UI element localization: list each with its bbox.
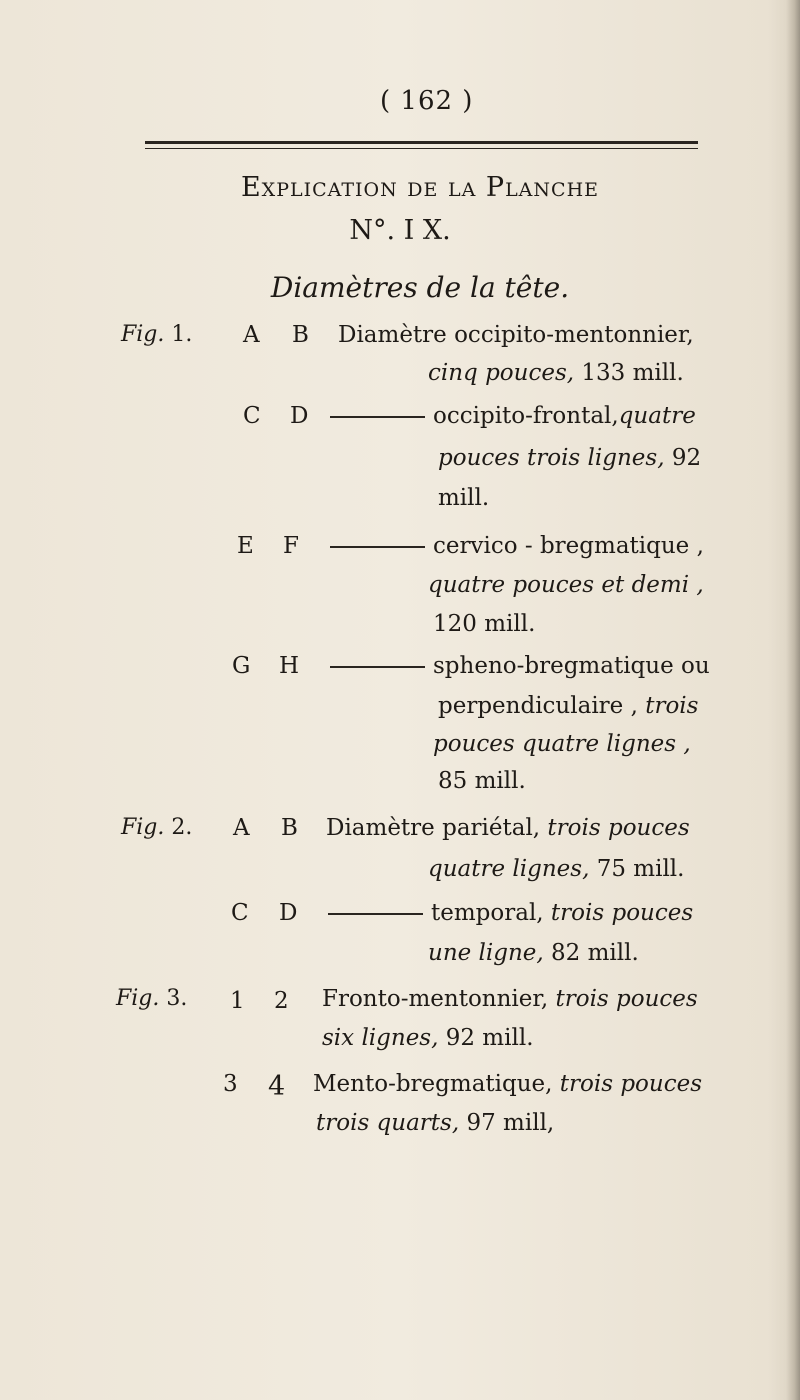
letter-b: B	[292, 322, 309, 348]
entry-measure: six lignes, 92 mill.	[322, 1025, 534, 1051]
figure-label: Fig. 2.	[121, 815, 193, 840]
plate-title: Explication de la Planche	[240, 172, 600, 203]
dash-rule	[330, 546, 425, 548]
number-3: 3	[223, 1071, 238, 1097]
number-2: 2	[274, 988, 289, 1014]
letter-a: A	[243, 322, 260, 348]
entry-description: occipito-frontal,quatre	[330, 403, 696, 429]
entry-measure: mill.	[438, 485, 490, 511]
entry-measure: quatre lignes, 75 mill.	[428, 856, 685, 882]
section-subtitle: Diamètres de la tête.	[270, 271, 570, 304]
entry-measure: quatre pouces et demi ,	[428, 572, 704, 598]
entry-measure: perpendiculaire , trois	[438, 693, 699, 719]
letter-c: C	[231, 900, 249, 926]
plate-number: N°. I X.	[349, 215, 451, 246]
entry-description: Diamètre occipito-mentonnier,	[338, 322, 694, 348]
entry-measure: cinq pouces, 133 mill.	[428, 360, 684, 386]
page-number: ( 162 )	[380, 86, 474, 116]
number-4: 4	[268, 1071, 286, 1102]
letter-d: D	[290, 403, 309, 429]
dash-rule	[330, 666, 425, 668]
dash-rule	[330, 416, 425, 418]
letter-h: H	[279, 653, 300, 679]
header-rule-thick	[145, 141, 698, 144]
letter-b: B	[281, 815, 298, 841]
letter-c: C	[243, 403, 261, 429]
entry-measure: pouces quatre lignes ,	[433, 731, 691, 757]
entry-description: temporal, trois pouces	[328, 900, 693, 926]
entry-measure: 120 mill.	[433, 611, 536, 637]
letter-g: G	[232, 653, 251, 679]
entry-measure: 85 mill.	[438, 768, 526, 794]
entry-measure: pouces trois lignes, 92	[438, 445, 702, 471]
entry-description: Diamètre pariétal, trois pouces	[326, 815, 690, 841]
header-rule-thin	[145, 148, 698, 149]
figure-label: Fig. 3.	[116, 986, 188, 1011]
entry-measure: une ligne, 82 mill.	[428, 940, 639, 966]
figure-label: Fig. 1.	[121, 322, 193, 347]
entry-description: cervico - bregmatique ,	[330, 533, 704, 559]
letter-a: A	[233, 815, 250, 841]
entry-description: spheno-bregmatique ou	[330, 653, 710, 679]
letter-e: E	[237, 533, 254, 559]
entry-description: Fronto-mentonnier, trois pouces	[322, 986, 698, 1012]
dash-rule	[328, 913, 423, 915]
entry-description: Mento-bregmatique, trois pouces	[313, 1071, 703, 1097]
letter-d: D	[279, 900, 298, 926]
number-1: 1	[230, 988, 245, 1014]
entry-measure: trois quarts, 97 mill,	[316, 1110, 555, 1136]
letter-f: F	[283, 533, 299, 559]
page-edge-shadow	[786, 0, 800, 1400]
